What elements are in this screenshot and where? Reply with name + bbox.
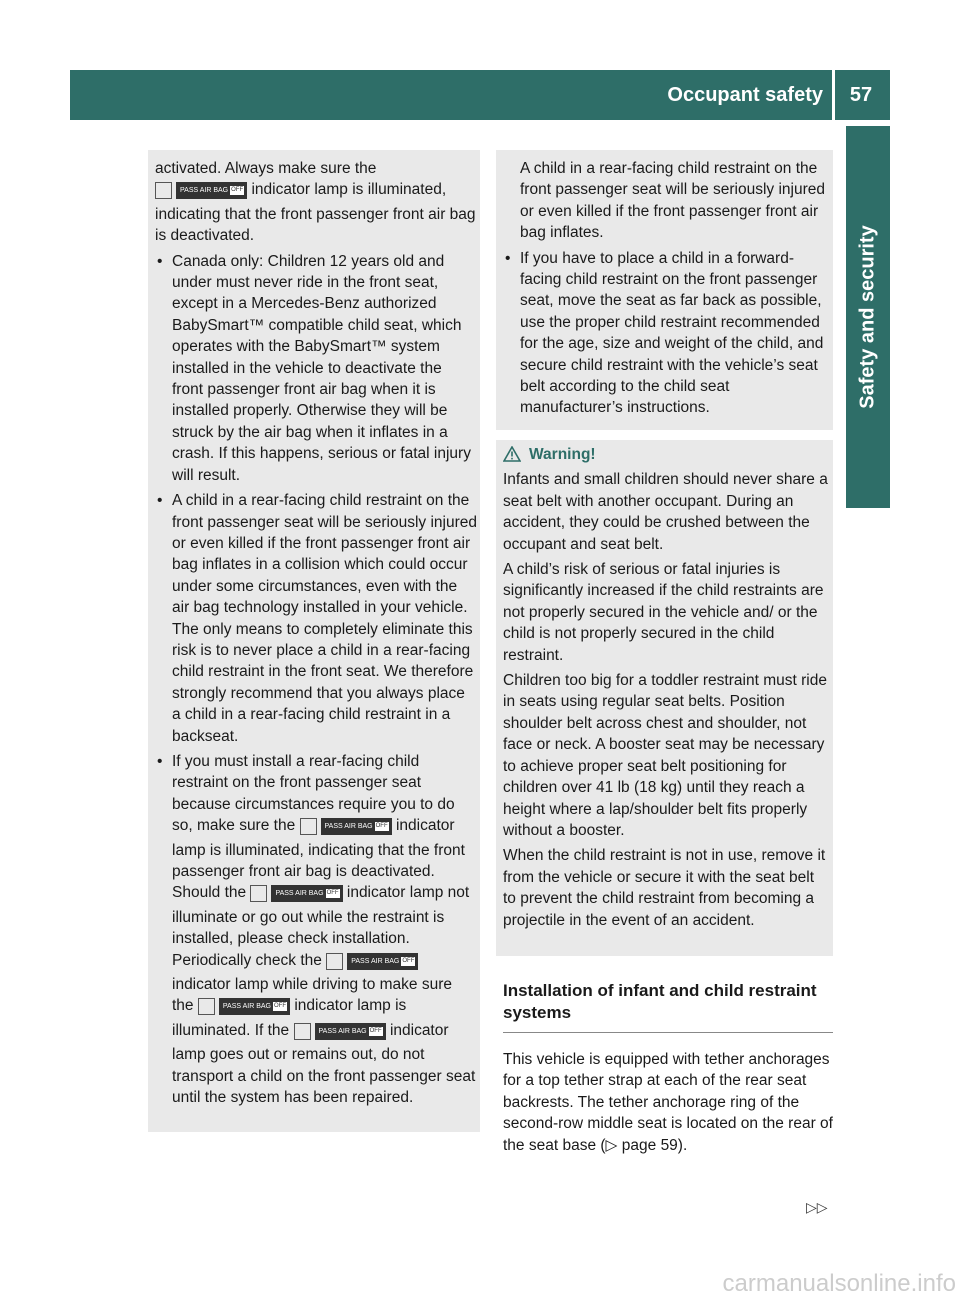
right-column-top — [503, 158, 829, 423]
warning-paragraph: When the child restraint is not in use, remove it from the vehicle or secure it with the seat belt to prevent the child restraint from becoming a projectile in the event of an accident. — [503, 847, 826, 929]
warning-triangle-icon — [503, 446, 521, 462]
airbag-lamp — [250, 885, 342, 906]
page-title: Occupant safety — [667, 84, 823, 106]
list-item: • If you must install a rear-facing child restraint on the front passenger seat because circumstances require you to do so, make sure the PASS AIR BAG OFF indicator lamp is illuminated, indicating that the front passenger front air bag is deactivated. Should the PASS AIR BAG OFF indicator lamp not illuminate or go out while the restraint is installed, please check installation. Periodically check the PASS AIR BAG OFF indicator lamp while driving to make sure the PASS AIR BAG OFF indicator lamp is illuminated. If the PASS AIR BAG OFF indicator lamp goes out or remains out, do not transport a child on the front passenger seat until the system has been repaired. — [157, 752, 476, 1107]
page-reference-arrow-icon: ▷ — [605, 1136, 618, 1154]
list-item: • A child in a rear-facing child restraint on the front passenger seat will be seriously injured or even killed if the front passenger front air bag inflates in a collision which could occur under some circumstances, even with the air bag technology installed in your vehicle. The only means to completely eliminate this risk is to never place a child in a rear-facing child restraint in the front seat. We therefore strongly recommend that you always place a child in a rear-facing child restraint in a backseat. — [157, 492, 477, 745]
list-item: • Canada only: Children 12 years old and under must never ride in the front seat, except in a Mercedes-Benz authorized BabySmart™ compatible child seat, which operates with the BabySmart™ system installed in the vehicle to deactivate the front passenger front air bag when it is installed properly. Otherwise they will be struck by the air bag when it inflates in a crash. If this happens, serious or fatal injury will result. — [157, 252, 471, 484]
warning-paragraph: Children too big for a toddler restraint must ride in seats using regular seat belts. Position shoulder belt across chest and shoulder, not face or neck. A booster seat may be necessary to achieve proper seat belt positioning for children over 41 lb (18 kg) until they reach a height where a lap/shoulder belt fits properly without a booster. — [503, 672, 827, 839]
airbag-lamp — [155, 182, 247, 203]
warning-box — [503, 444, 829, 935]
child-seat-icon — [198, 998, 215, 1015]
installation-section — [503, 980, 833, 1160]
airbag-lamp — [294, 1023, 386, 1044]
watermark-url: carmanualsonline.info — [722, 1270, 956, 1297]
page-reference-link[interactable]: page 59). — [617, 1136, 688, 1154]
airbag-lamp — [326, 953, 418, 974]
pass-airbag-off-icon: PASS AIR BAG OFF — [347, 953, 418, 970]
warning-paragraph: Infants and small children should never share a seat belt with another occupant. During an accident, they could be crushed between the occupant and seat belt. — [503, 471, 828, 553]
airbag-lamp — [198, 998, 290, 1019]
pass-airbag-off-icon: PASS AIR BAG OFF — [321, 818, 392, 835]
airbag-lamp — [300, 818, 392, 839]
left-column — [155, 158, 477, 1112]
warning-paragraph: A child’s risk of serious or fatal injuries is significantly increased if the child restraints are not properly secured in the vehicle and/ or the child is not properly secured in the child restraint. — [503, 561, 824, 664]
pass-airbag-off-icon: PASS AIR BAG OFF — [271, 885, 342, 902]
pass-airbag-off-icon: PASS AIR BAG OFF — [176, 182, 247, 199]
header-divider — [832, 70, 835, 120]
section-body: This vehicle is equipped with tether anchorages for a top tether strap at each of the rear seat backrests. The tether anchorage ring of the second-row middle seat is located on the rear of the seat base (▷ page 59). — [503, 1051, 833, 1154]
child-seat-icon — [300, 818, 317, 835]
child-seat-icon — [250, 885, 267, 902]
pass-airbag-off-icon: PASS AIR BAG OFF — [219, 998, 290, 1015]
continue-arrows-icon: ▷▷ — [806, 1199, 828, 1215]
list-item: • If you have to place a child in a forward-facing child restraint on the front passenger seat, move the seat as far back as possible, use the proper child restraint recommended for the age, size and weight of the child, and secure child restraint with the vehicle’s seat belt according to the child seat manufacturer’s instructions. — [505, 249, 824, 417]
warning-heading: Warning! — [503, 444, 829, 465]
continued-text: A child in a rear-facing child restraint on the front passenger seat will be seriously injured or even killed if the front passenger front air bag inflates. — [520, 160, 825, 242]
child-seat-icon — [294, 1023, 311, 1040]
intro-paragraph: activated. Always make sure the PASS AIR BAG OFF indicator lamp is illuminated, indicating that the front passenger front air bag is deactivated. — [155, 160, 476, 245]
page-number: 57 — [849, 84, 873, 106]
side-tab-label: Safety and security — [856, 225, 879, 409]
child-seat-icon — [326, 953, 343, 970]
child-seat-icon — [155, 182, 172, 199]
section-heading: Installation of infant and child restraint systems — [503, 980, 833, 1033]
pass-airbag-off-icon: PASS AIR BAG OFF — [315, 1023, 386, 1040]
